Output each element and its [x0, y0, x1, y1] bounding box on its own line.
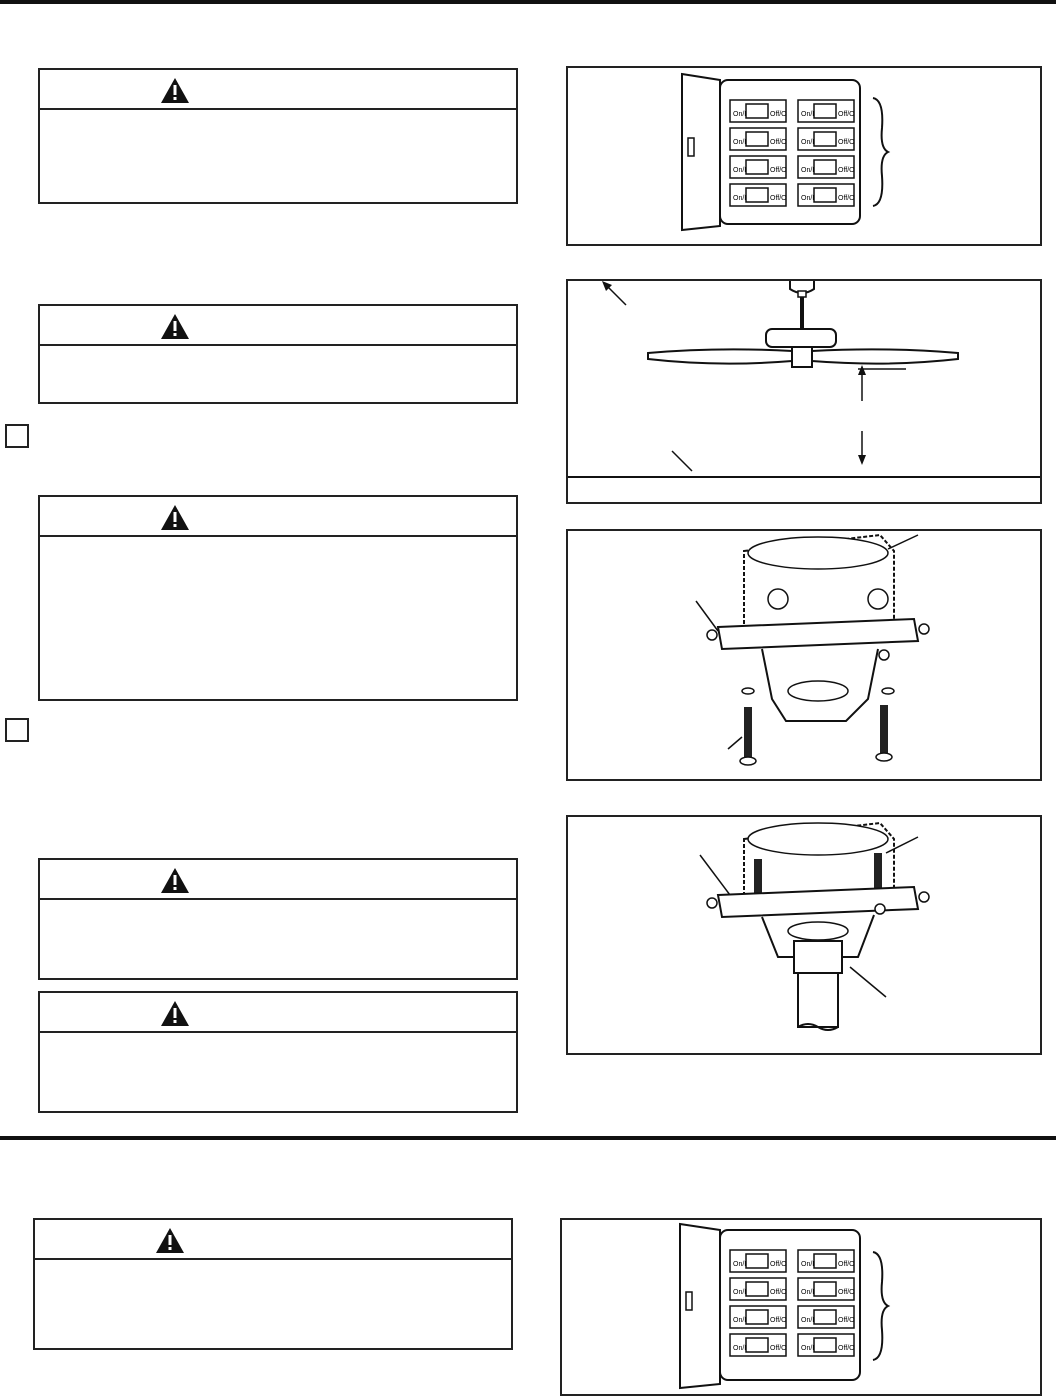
breaker-on-label: On/I [801, 1261, 815, 1268]
warning-triangle-icon [160, 867, 190, 894]
warning-body [40, 1033, 516, 1053]
breaker-on-label: On/I [733, 1261, 747, 1268]
warning-box-6 [33, 1218, 513, 1350]
warning-triangle-icon [160, 77, 190, 104]
breaker-on-label: On/I [733, 1345, 747, 1352]
breaker-on-label: On/I [801, 1289, 815, 1296]
breaker-off-label: Off/O [770, 1289, 787, 1296]
figure-ceiling-fan [566, 279, 1042, 504]
warning-triangle-icon [160, 504, 190, 531]
warning-box-2 [38, 304, 518, 404]
warning-header [40, 497, 516, 537]
figure-outlet-box-bracket [566, 529, 1042, 781]
breaker-on-label: On/I [801, 167, 815, 174]
breaker-switch [730, 184, 787, 206]
breaker-switch [730, 156, 787, 178]
breaker-off-label: Off/O [770, 139, 787, 146]
breaker-off-label: Off/O [838, 139, 855, 146]
figure-breaker-panel-1 [566, 66, 1042, 246]
breaker-panel-icon [568, 68, 1040, 244]
warning-body [40, 346, 516, 366]
step-checkbox-1 [5, 424, 29, 448]
breaker-on-label: On/I [801, 1345, 815, 1352]
breaker-switch [798, 128, 855, 150]
breaker-switch [798, 156, 855, 178]
step-checkbox-2 [5, 718, 29, 742]
breaker-switch [798, 1278, 855, 1300]
breaker-off-label: Off/O [770, 111, 787, 118]
breaker-off-label: Off/O [838, 1317, 855, 1324]
breaker-on-label: On/I [801, 1317, 815, 1324]
breaker-on-label: On/I [801, 111, 815, 118]
warning-header [40, 993, 516, 1033]
breaker-off-label: Off/O [770, 167, 787, 174]
breaker-switch [798, 100, 855, 122]
breaker-on-label: On/I [733, 167, 747, 174]
ceiling-fan-icon [568, 281, 1040, 502]
breaker-off-label: Off/O [770, 1317, 787, 1324]
breaker-switch [798, 1334, 855, 1356]
breaker-switch [730, 1278, 787, 1300]
warning-triangle-icon [160, 1000, 190, 1027]
breaker-off-label: Off/O [838, 195, 855, 202]
breaker-on-label: On/I [733, 195, 747, 202]
breaker-on-label: On/I [801, 195, 815, 202]
warning-body [40, 110, 516, 130]
warning-box-4 [38, 858, 518, 980]
warning-body [40, 900, 516, 920]
breaker-panel-icon [562, 1220, 1040, 1394]
warning-box-3 [38, 495, 518, 701]
breaker-on-label: On/I [733, 1289, 747, 1296]
breaker-switch [798, 1306, 855, 1328]
breaker-off-label: Off/O [838, 167, 855, 174]
breaker-switch [730, 1334, 787, 1356]
warning-body [40, 537, 516, 557]
breaker-on-label: On/I [733, 1317, 747, 1324]
breaker-switch [730, 1250, 787, 1272]
warning-triangle-icon [160, 313, 190, 340]
warning-triangle-icon [155, 1227, 185, 1254]
warning-header [40, 70, 516, 110]
warning-header [40, 306, 516, 346]
section-divider [0, 1136, 1056, 1140]
breaker-switch [798, 1250, 855, 1272]
breaker-on-label: On/I [801, 139, 815, 146]
breaker-off-label: Off/O [770, 1345, 787, 1352]
breaker-off-label: Off/O [770, 1261, 787, 1268]
breaker-off-label: Off/O [838, 111, 855, 118]
breaker-switch [730, 1306, 787, 1328]
breaker-switch [730, 128, 787, 150]
warning-box-5 [38, 991, 518, 1113]
warning-header [40, 860, 516, 900]
outlet-box-icon [568, 531, 1040, 779]
breaker-off-label: Off/O [770, 195, 787, 202]
figure-outlet-box-downrod [566, 815, 1042, 1055]
breaker-off-label: Off/O [838, 1289, 855, 1296]
top-rule [0, 0, 1056, 4]
outlet-box-icon [568, 817, 1040, 1053]
warning-box-1 [38, 68, 518, 204]
breaker-on-label: On/I [733, 111, 747, 118]
figure-breaker-panel-2 [560, 1218, 1042, 1396]
breaker-off-label: Off/O [838, 1261, 855, 1268]
breaker-off-label: Off/O [838, 1345, 855, 1352]
breaker-on-label: On/I [733, 139, 747, 146]
warning-body [35, 1260, 511, 1280]
breaker-switch [730, 100, 787, 122]
breaker-switch [798, 184, 855, 206]
warning-header [35, 1220, 511, 1260]
